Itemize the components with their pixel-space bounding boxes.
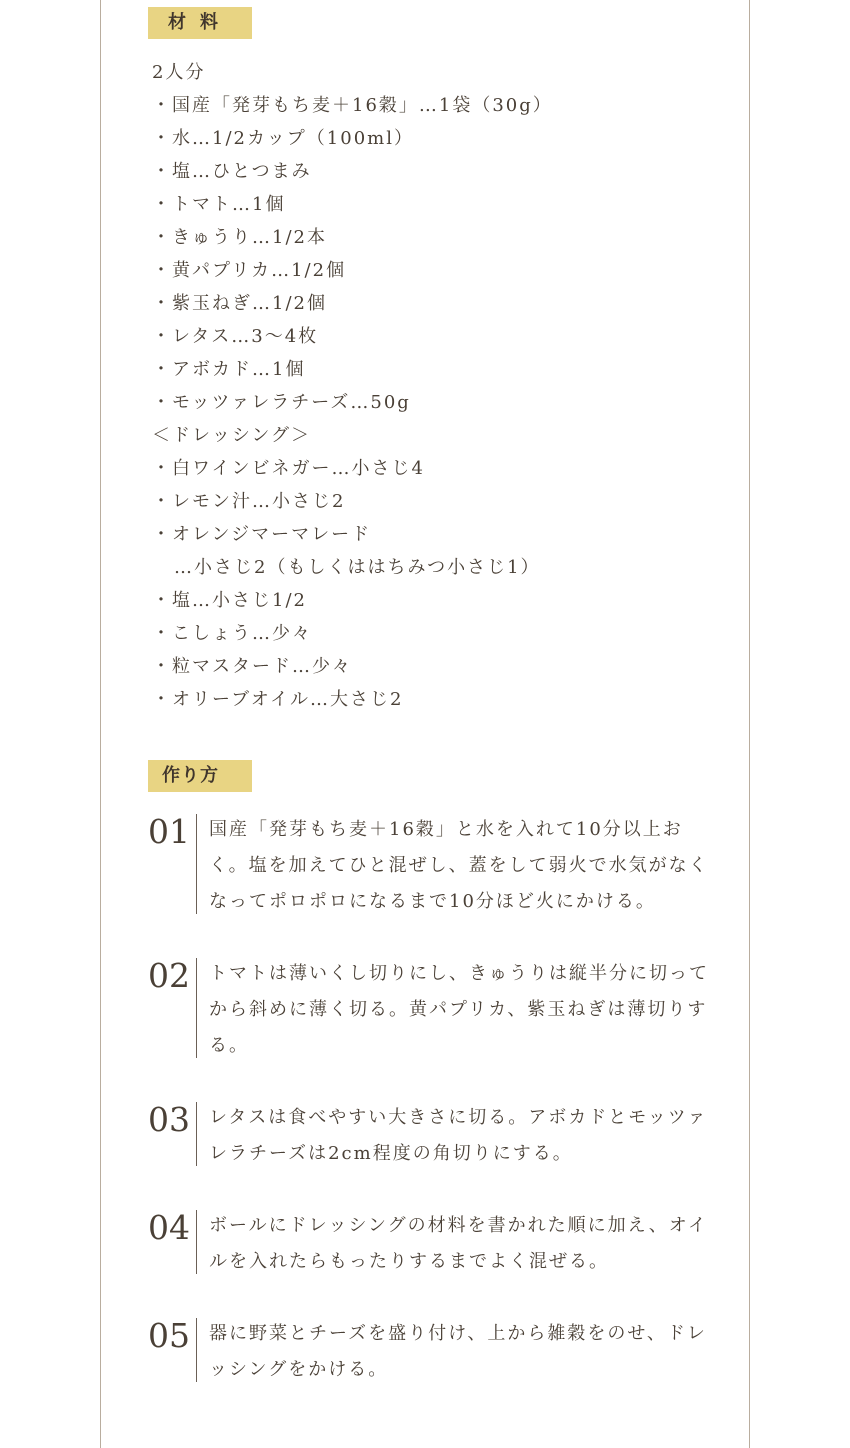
step-divider — [196, 1210, 197, 1274]
ingredient-item: ・紫玉ねぎ…1/2個 — [152, 293, 327, 314]
ingredient-item: ・きゅうり…1/2本 — [152, 227, 327, 248]
ingredients-heading: 材料 — [148, 7, 252, 39]
ingredient-item: ・モッツァレラチーズ…50g — [152, 392, 411, 413]
ingredient-item: ・粒マスタード…少々 — [152, 656, 352, 677]
ingredient-item: ・黄パプリカ…1/2個 — [152, 260, 347, 281]
ingredient-item: ・レタス…3～4枚 — [152, 326, 319, 347]
step-divider — [196, 958, 197, 1058]
ingredient-item: ・こしょう…少々 — [152, 623, 312, 644]
ingredient-item: ・トマト…1個 — [152, 194, 286, 215]
method-step — [148, 956, 718, 1066]
ingredient-item: ・アボカド…1個 — [152, 359, 306, 380]
step-text: トマトは薄いくし切りにし、きゅうりは縦半分に切ってから斜めに薄く切る。黄パプリカ、紫玉ねぎは薄切りする。 — [209, 963, 709, 1056]
servings-line: 2人分 — [152, 62, 206, 83]
step-text: ボールにドレッシングの材料を書かれた順に加え、オイルを入れたらもったりするまでよく混ぜる。 — [209, 1215, 708, 1272]
ingredient-item: ・水…1/2カップ（100ml） — [152, 128, 414, 149]
dressing-subheading: ＜ドレッシング＞ — [152, 425, 312, 446]
ingredient-item: ・オリーブオイル…大さじ2 — [152, 689, 404, 710]
ingredient-item: ・塩…ひとつまみ — [152, 161, 312, 182]
ingredient-item: ・白ワインビネガー…小さじ4 — [152, 458, 425, 479]
step-text: 国産「発芽もち麦＋16穀」と水を入れて10分以上おく。塩を加えてひと混ぜし、蓋をして弱火で水気がなくなってポロポロになるまで10分ほど火にかける。 — [209, 819, 709, 912]
ingredient-list — [152, 56, 712, 716]
step-divider — [196, 1102, 197, 1166]
step-divider — [196, 1318, 197, 1382]
step-number: 02 — [148, 956, 190, 995]
step-number: 01 — [148, 812, 190, 851]
method-step — [148, 1208, 718, 1282]
method-step — [148, 1100, 718, 1174]
ingredient-item-continuation: …小さじ2（もしくははちみつ小さじ1） — [174, 557, 541, 578]
step-number: 04 — [148, 1208, 190, 1247]
step-number: 05 — [148, 1316, 190, 1355]
step-number: 03 — [148, 1100, 190, 1139]
step-divider — [196, 814, 197, 914]
step-text: 器に野菜とチーズを盛り付け、上から雑穀をのせ、ドレッシングをかける。 — [209, 1323, 707, 1380]
ingredient-item: ・塩…小さじ1/2 — [152, 590, 307, 611]
ingredient-item: ・レモン汁…小さじ2 — [152, 491, 346, 512]
ingredient-item: ・オレンジマーマレード — [152, 524, 372, 545]
step-text: レタスは食べやすい大きさに切る。アボカドとモッツァレラチーズは2cm程度の角切りにする。 — [209, 1107, 708, 1164]
method-step — [148, 812, 718, 922]
method-step — [148, 1316, 718, 1390]
method-heading: 作り方 — [148, 760, 252, 792]
ingredient-item: ・国産「発芽もち麦＋16穀」…1袋（30g） — [152, 95, 553, 116]
